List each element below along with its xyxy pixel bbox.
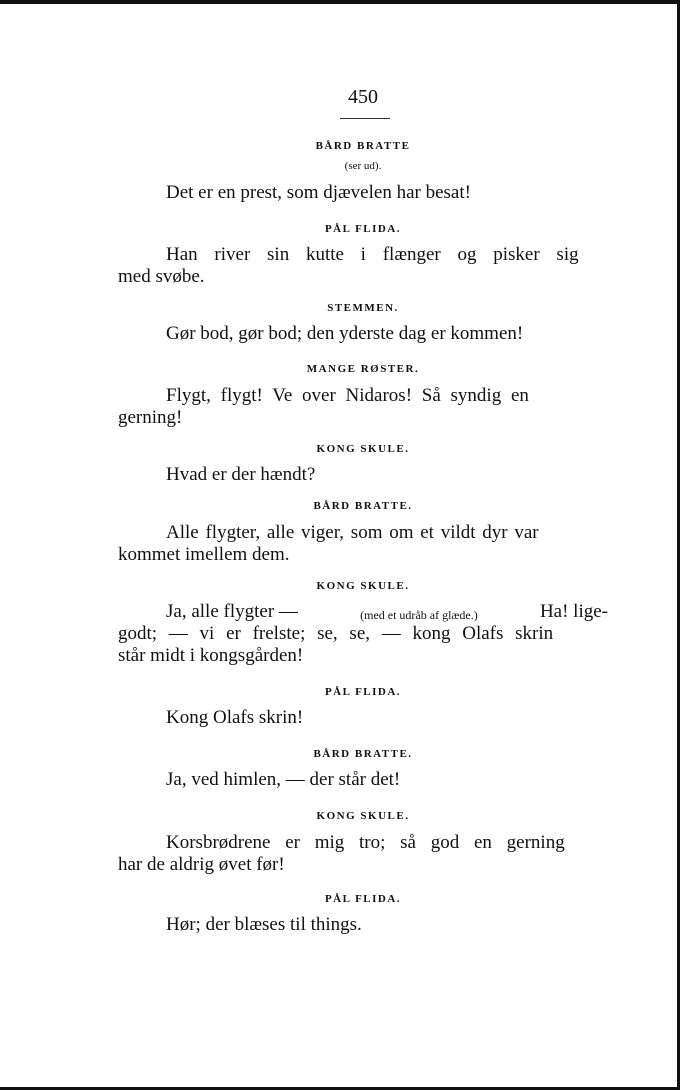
dialogue-line: har de aldrig øvet før! (118, 854, 285, 875)
speaker-name: KONG SKULE. (316, 443, 410, 455)
dialogue-line: står midt i kongsgården! (118, 645, 304, 666)
speaker-name: STEMMEN. (327, 302, 399, 314)
dialogue-line: Gør bod, gør bod; den yderste dag er kommen! (166, 323, 524, 344)
stage-direction: (ser ud). (344, 160, 382, 172)
dialogue-line: Ja, ved himlen, — der står det! (166, 769, 401, 790)
dialogue-text: Ha! lige- (539, 601, 608, 622)
speaker-name: PÅL FLIDA. (324, 893, 402, 905)
speaker-name: KONG SKULE. (316, 580, 410, 592)
dialogue-text: Ja, alle flygter — (166, 601, 298, 622)
speaker-name: BÅRD BRATTE. (313, 748, 413, 760)
dialogue-line: kommet imellem dem. (118, 544, 290, 565)
speaker-name: BÅRD BRATTE. (313, 500, 413, 512)
dialogue-line: Flygt, flygt! Ve over Nidaros! Så syndig en (166, 385, 529, 406)
dialogue-line: Korsbrødrene er mig tro; så god en gerning (166, 832, 565, 853)
dialogue-line: godt; — vi er frelste; se, se, — kong Olafs skrin (118, 623, 554, 644)
speaker-name: PÅL FLIDA. (324, 223, 402, 235)
speaker-name: PÅL FLIDA. (324, 686, 402, 698)
dialogue-line: gerning! (118, 407, 183, 428)
dialogue-line: Hør; der blæses til things. (166, 914, 362, 935)
dialogue-line: Det er en prest, som djævelen har besat! (166, 182, 471, 203)
speaker-name: BÅRD BRATTE (315, 140, 411, 152)
dialogue-line: Alle flygter, alle viger, som om et vildt dyr var (166, 522, 539, 543)
page-number: 450 (348, 86, 378, 108)
speaker-name: KONG SKULE. (316, 810, 410, 822)
dialogue-line: Kong Olafs skrin! (166, 707, 304, 728)
page-border-top (0, 0, 680, 4)
dialogue-line: Han river sin kutte i flænger og pisker sig (166, 244, 579, 265)
dialogue-line: Hvad er der hændt? (166, 464, 316, 485)
page-number-rule (340, 118, 390, 119)
speaker-name: MANGE RØSTER. (306, 363, 420, 375)
stage-direction: (med et udråb af glæde.) (360, 608, 478, 622)
dialogue-line: med svøbe. (118, 266, 205, 287)
